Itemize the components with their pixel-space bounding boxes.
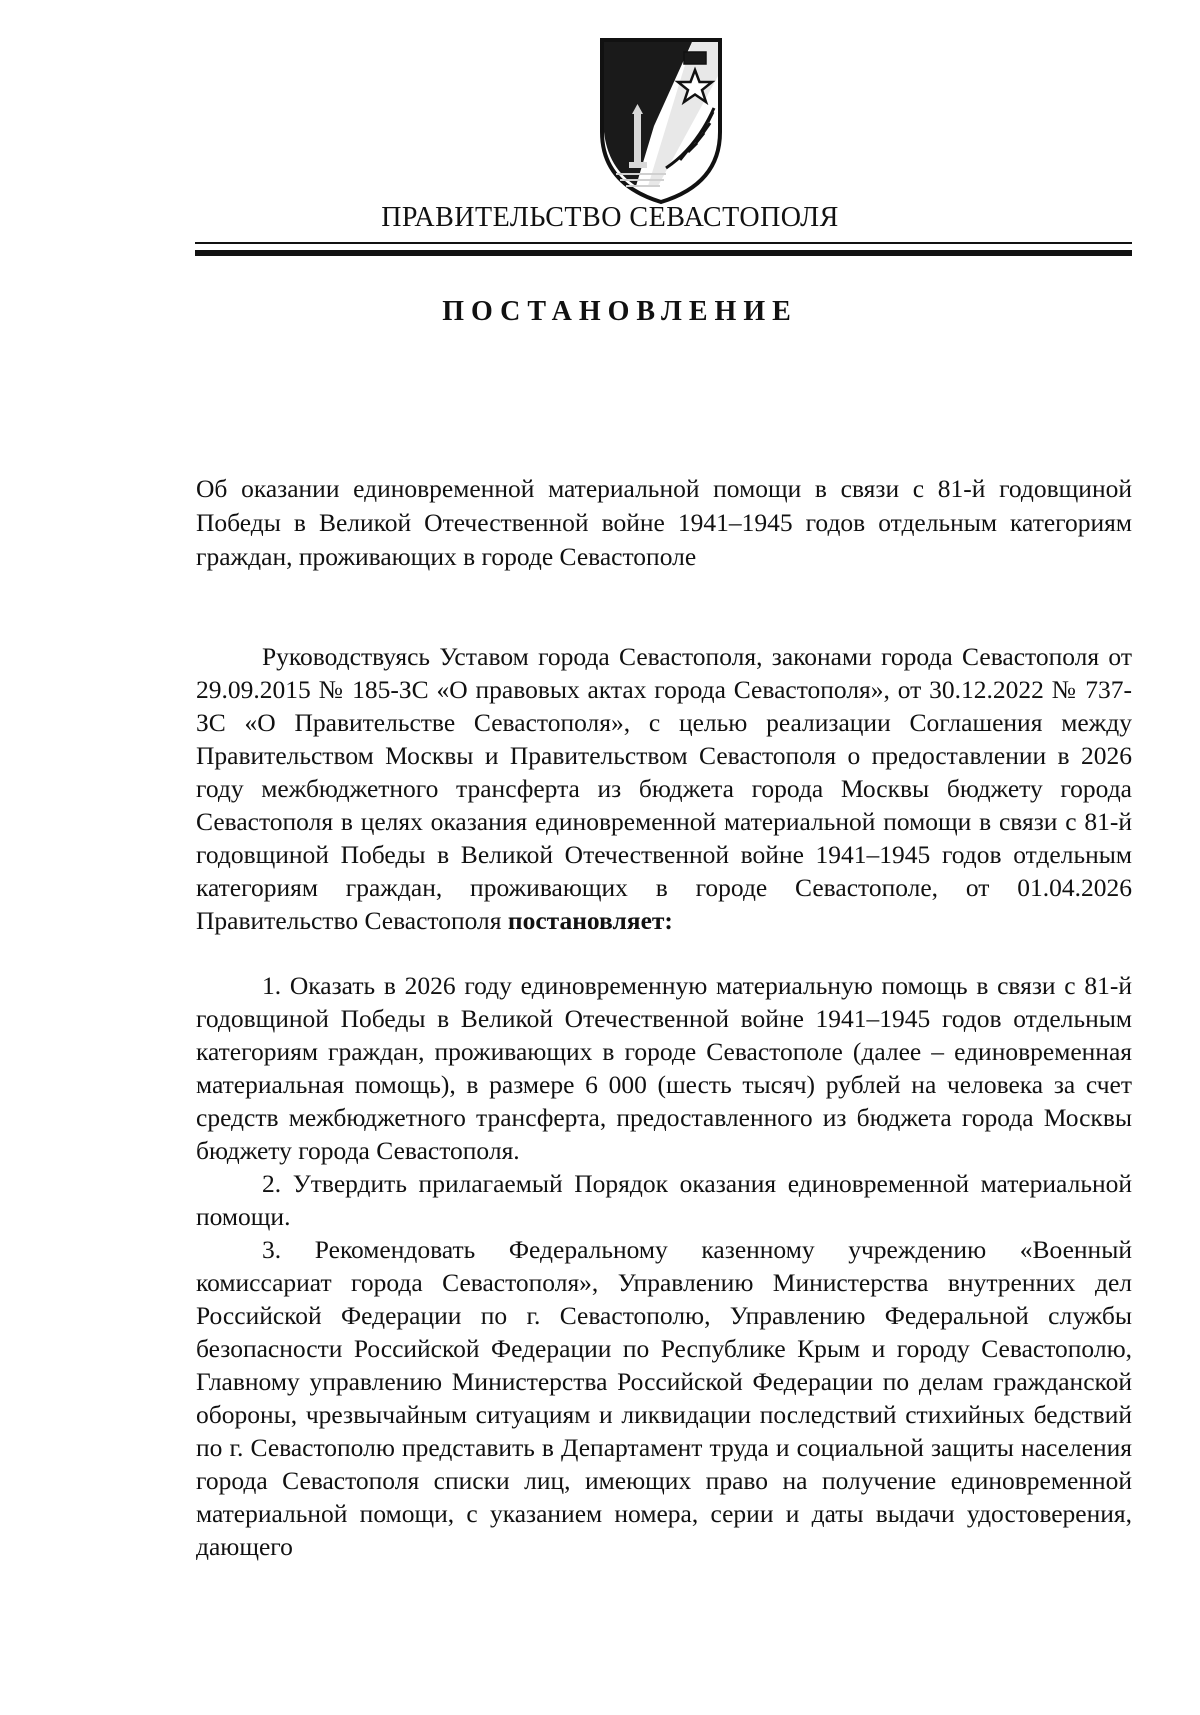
resolution-body [196, 640, 1132, 1563]
preamble-text: Руководствуясь Уставом города Севастополя, законами города Севастополя от 29.09.2015 № 185-ЗС «О правовых актах города Севастополя», от 30.12.2022 № 737-ЗС «О Правительстве Севастополя», с целью реализации Соглашения между Правительством Москвы и Правительством Севастополя о предоставлении в 2026 году межбюджетного трансферта из бюджета города Москвы бюджету города Севастополя в целях оказания единовременной материальной помощи в связи с 81-й годовщиной Победы в Великой Отечественной войне 1941–1945 годов отдельным категориям граждан, проживающих в городе Севастополе, от 01.04.2026 Правительство Севастополя [196, 642, 1132, 935]
preamble-paragraph [196, 640, 1132, 937]
resolution-subject: Об оказании единовременной материальной помощи в связи с 81-й годовщиной Победы в Великой Отечественной войне 1941–1945 годов отдельным категориям граждан, проживающих в городе Севастополе [196, 474, 1132, 571]
header-divider-thick [195, 250, 1132, 256]
document-type-title: ПОСТАНОВЛЕНИЕ [442, 296, 798, 327]
resolution-item-3: 3. Рекомендовать Федеральному казенному учреждению «Военный комиссариат города Севастополя», Управлению Министерства внутренних дел Российской Федерации по г. Севастополю, Управлению Федеральной службы безопасности Российской Федерации по Республике Крым и городу Севастополю, Главному управлению Министерства Российской Федерации по делам гражданской обороны, чрезвычайным ситуациям и ликвидации последствий стихийных бедствий по г. Севастополю представить в Департамент труда и социальной защиты населения города Севастополя списки лиц, имеющих право на получение единовременной материальной помощи, с указанием номера, серии и даты выдачи удостоверения, дающего [196, 1235, 1132, 1561]
sevastopol-coat-of-arms-icon [596, 36, 726, 206]
resolves-keyword: постановляет: [507, 906, 673, 935]
government-name: ПРАВИТЕЛЬСТВО СЕВАСТОПОЛЯ [381, 202, 839, 233]
header-divider-thin [195, 242, 1132, 244]
resolution-item-1: 1. Оказать в 2026 году единовременную материальную помощь в связи с 81-й годовщиной Победы в Великой Отечественной войне 1941–1945 годов отдельным категориям граждан, проживающих в городе Севастополе (далее – единовременная материальная помощь), в размере 6 000 (шесть тысяч) рублей на человека за счет средств межбюджетного трансферта, предоставленного из бюджета города Москвы бюджету города Севастополя. [196, 971, 1132, 1165]
resolution-item-2: 2. Утвердить прилагаемый Порядок оказания единовременной материальной помощи. [196, 1169, 1132, 1231]
